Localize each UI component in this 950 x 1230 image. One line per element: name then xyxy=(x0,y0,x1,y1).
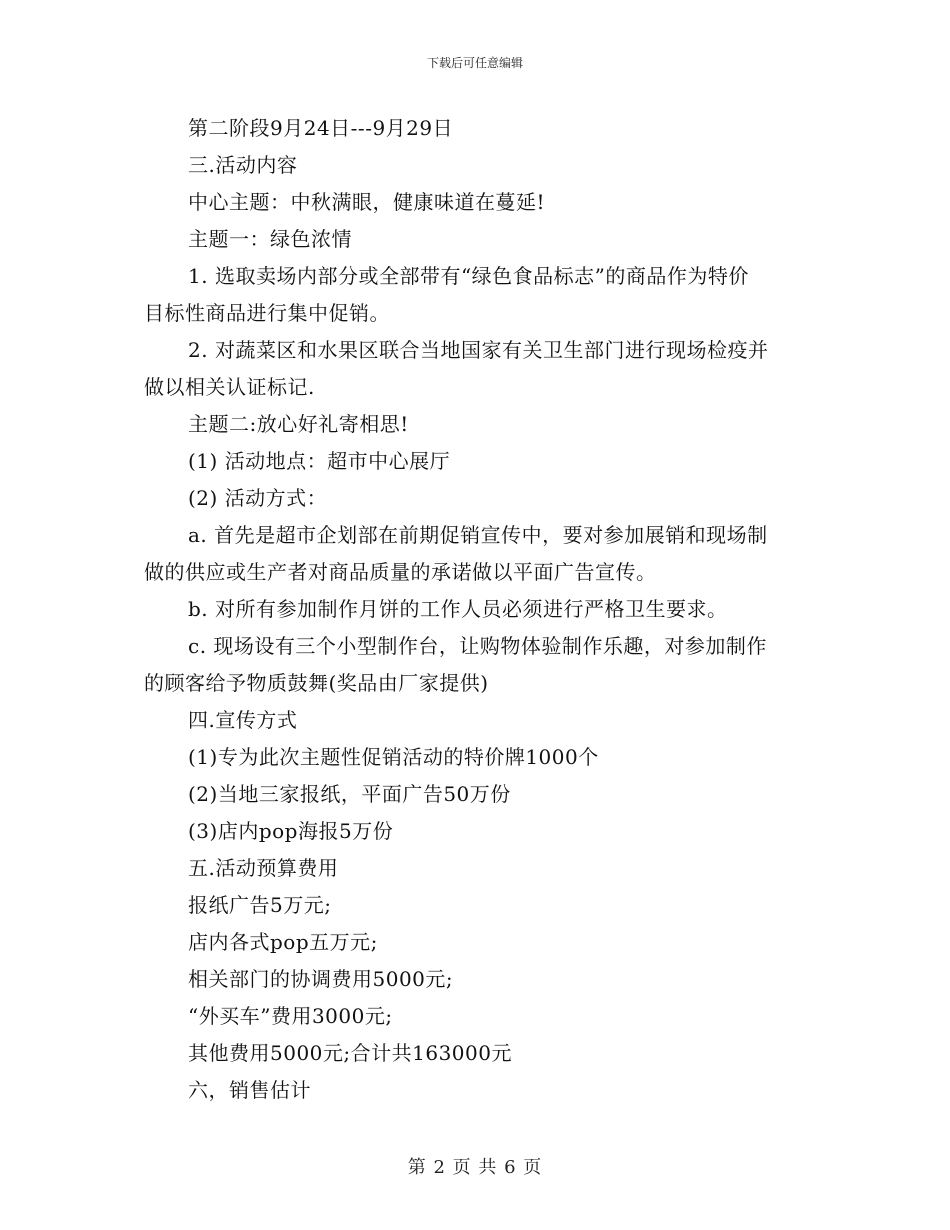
page-number-footer: 第 2 页 共 6 页 xyxy=(407,1157,543,1178)
paragraph-line: 四.宣传方式 xyxy=(188,708,298,732)
paragraph-line: 1. 选取卖场内部分或全部带有“绿色食品标志”的商品作为特价 xyxy=(188,264,749,288)
paragraph-line: 做的供应或生产者对商品质量的承诺做以平面广告宣传。 xyxy=(144,560,657,584)
paragraph-line: 目标性商品进行集中促销。 xyxy=(144,301,390,325)
paragraph-line: 主题二:放心好礼寄相思! xyxy=(188,412,409,436)
paragraph-line: (1) 活动地点：超市中心展厅 xyxy=(188,449,451,473)
paragraph-line: 六，销售估计 xyxy=(188,1078,311,1102)
paragraph-line: 三.活动内容 xyxy=(188,153,298,177)
paragraph-line: 报纸广告5万元; xyxy=(188,893,332,917)
paragraph-line: 其他费用5000元;合计共163000元 xyxy=(188,1041,512,1065)
paragraph-line: 2. 对蔬菜区和水果区联合当地国家有关卫生部门进行现场检疫并 xyxy=(188,338,769,362)
document-body xyxy=(144,110,808,1109)
paragraph-line: (2)当地三家报纸，平面广告50万份 xyxy=(188,782,511,806)
paragraph-line: 店内各式pop五万元; xyxy=(188,930,378,954)
paragraph-line: 做以相关认证标记. xyxy=(144,375,315,399)
paragraph-line: c. 现场设有三个小型制作台，让购物体验制作乐趣，对参加制作 xyxy=(188,634,767,658)
paragraph-line: 五.活动预算费用 xyxy=(188,856,339,880)
page-header: 下载后可任意编辑 xyxy=(426,56,523,70)
paragraph-line: 主题一：绿色浓情 xyxy=(188,227,352,251)
paragraph-line: b. 对所有参加制作月饼的工作人员必须进行严格卫生要求。 xyxy=(188,597,728,621)
paragraph-line: (2) 活动方式： xyxy=(188,486,328,510)
paragraph-line: 中心主题：中秋满眼，健康味道在蔓延! xyxy=(188,190,546,214)
paragraph-line: 第二阶段9月24日---9月29日 xyxy=(188,116,454,140)
paragraph-line: 相关部门的协调费用5000元; xyxy=(188,967,454,991)
paragraph-line: a. 首先是超市企划部在前期促销宣传中，要对参加展销和现场制 xyxy=(188,523,768,547)
paragraph-line: “外买车”费用3000元; xyxy=(188,1004,393,1028)
paragraph-line: (3)店内pop海报5万份 xyxy=(188,819,394,843)
paragraph-line: (1)专为此次主题性促销活动的特价牌1000个 xyxy=(188,745,599,769)
paragraph-line: 的顾客给予物质鼓舞(奖品由厂家提供) xyxy=(144,671,489,695)
